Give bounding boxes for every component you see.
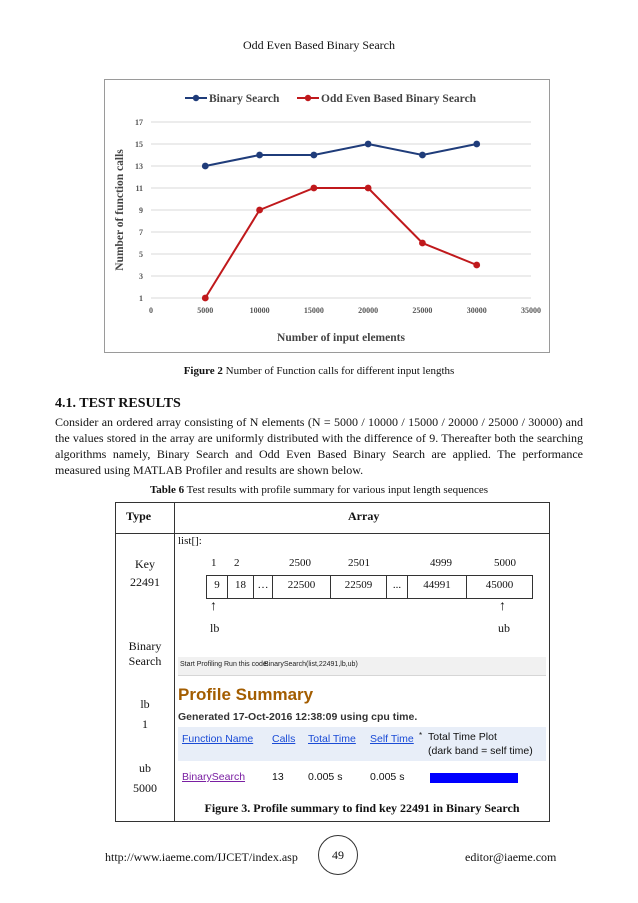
table-6-label: Table 6 xyxy=(149,484,185,496)
profile-table-header xyxy=(178,727,546,761)
array-cell: 18 xyxy=(228,576,254,598)
table-6-caption xyxy=(0,484,638,496)
series-line xyxy=(205,144,476,166)
self-time-value: 0.005 s xyxy=(370,771,405,783)
total-time-value: 0.005 s xyxy=(308,771,343,783)
y-axis-title: Number of function calls xyxy=(114,149,126,271)
profiler-screenshot xyxy=(178,657,546,797)
table-6-text: Test results with profile summary for various input length sequences xyxy=(186,484,489,496)
x-tick-label: 15000 xyxy=(303,306,324,315)
list-label: list[]: xyxy=(178,535,202,547)
y-tick-label: 9 xyxy=(139,206,143,215)
y-tick-label: 5 xyxy=(139,250,143,259)
search-type-line1: Binary xyxy=(128,639,162,653)
chart-legend xyxy=(185,93,477,105)
array-cell: 22509 xyxy=(331,576,387,598)
series-odd-even-binary-search xyxy=(202,185,480,302)
running-head: Odd Even Based Binary Search xyxy=(243,38,395,52)
total-time-plot-note: (dark band = self time) xyxy=(428,745,533,757)
data-point xyxy=(310,152,317,159)
line-chart xyxy=(105,80,549,352)
total-time-plot-header: Total Time Plot xyxy=(428,731,497,743)
ub-arrow-icon: ↑ xyxy=(499,599,506,614)
figure-2-text: Number of Function calls for different input lengths xyxy=(225,365,455,377)
start-profiling-button[interactable]: Start Profiling xyxy=(180,661,223,668)
self-time-header[interactable]: Self Time xyxy=(370,733,414,745)
array-index: 1 xyxy=(211,557,217,569)
x-tick-label: 5000 xyxy=(197,306,214,315)
data-point xyxy=(419,152,426,159)
footer-email[interactable]: editor@iaeme.com xyxy=(465,850,557,864)
legend-marker xyxy=(305,95,311,101)
section-heading: 4.1. TEST RESULTS xyxy=(55,396,181,411)
lb-label: lb xyxy=(140,697,150,711)
y-tick-label: 13 xyxy=(135,162,143,171)
total-time-bar xyxy=(430,773,518,783)
array-cell: 45000 xyxy=(485,579,514,591)
data-point xyxy=(256,152,263,159)
lb-value: 1 xyxy=(142,717,148,731)
generated-timestamp: Generated 17-Oct-2016 12:38:09 using cpu time. xyxy=(178,711,418,723)
ub-marker: ub xyxy=(498,621,510,635)
array-cells xyxy=(206,575,533,599)
data-point xyxy=(256,207,263,214)
array-cell: 44991 xyxy=(408,576,467,598)
search-type-line2: Search xyxy=(128,654,162,668)
table-divider-horizontal xyxy=(116,533,549,534)
x-tick-label: 0 xyxy=(149,306,153,315)
y-tick-label: 3 xyxy=(139,272,143,281)
ub-value: 5000 xyxy=(133,781,157,795)
data-point xyxy=(473,141,480,148)
array-index: 4999 xyxy=(430,557,452,569)
run-code-label: Run this code: xyxy=(224,661,269,668)
legend-label: Binary Search xyxy=(209,93,280,105)
array-index: 2 xyxy=(234,557,240,569)
column-header-type: Type xyxy=(126,509,152,523)
calls-header[interactable]: Calls xyxy=(272,733,296,745)
table-divider-vertical xyxy=(174,503,175,821)
data-point xyxy=(419,240,426,247)
legend-marker xyxy=(193,95,199,101)
array-cell: 22500 xyxy=(273,576,331,598)
x-axis-title: Number of input elements xyxy=(277,332,405,344)
function-link[interactable]: BinarySearch xyxy=(182,771,246,783)
x-tick-label: 25000 xyxy=(412,306,433,315)
lb-arrow-icon: ↑ xyxy=(210,599,217,614)
data-point xyxy=(473,262,480,269)
data-point xyxy=(310,185,317,192)
y-tick-label: 15 xyxy=(135,140,143,149)
figure-3-caption: Figure 3. Profile summary to find key 22491 in Binary Search xyxy=(204,801,520,815)
y-tick-label: 11 xyxy=(135,184,143,193)
data-point xyxy=(365,141,372,148)
key-value: 22491 xyxy=(130,575,160,589)
figure-2-caption xyxy=(0,365,638,377)
y-tick-label: 1 xyxy=(139,294,143,303)
data-point xyxy=(202,295,209,302)
figure-2-label: Figure 2 xyxy=(183,365,223,377)
calls-value: 13 xyxy=(272,771,284,783)
array-cell: 9 xyxy=(207,576,228,598)
profile-summary-title: Profile Summary xyxy=(178,685,314,704)
y-tick-label: 7 xyxy=(139,228,143,237)
array-cell-ellipsis: … xyxy=(254,576,273,598)
self-time-asterisk: * xyxy=(419,731,423,740)
lb-marker: lb xyxy=(210,621,220,635)
section-paragraph: Consider an ordered array consisting of N elements (N = 5000 / 10000 / 15000 / 20000 / 25000 / 30000) and the values stored in the array are uniformly distributed with the difference of 9. Thereafter both the searching algorithms namely, Binary Search and Odd Even Based Binary Search are applied. The performance measured using MATLAB Profiler and results are shown below. xyxy=(55,415,583,477)
x-tick-label: 35000 xyxy=(521,306,541,315)
array-cell-ellipsis: ... xyxy=(387,576,408,598)
array-index: 2500 xyxy=(289,557,311,569)
x-tick-label: 30000 xyxy=(466,306,487,315)
array-index: 5000 xyxy=(494,557,516,569)
profiler-toolbar xyxy=(178,657,546,676)
page-number: 49 xyxy=(318,835,358,875)
data-point xyxy=(365,185,372,192)
data-point xyxy=(202,163,209,170)
footer-url[interactable]: http://www.iaeme.com/IJCET/index.asp xyxy=(105,850,298,864)
x-tick-label: 10000 xyxy=(249,306,270,315)
function-name-header[interactable]: Function Name xyxy=(182,733,254,745)
chart-frame xyxy=(104,79,550,353)
x-tick-label: 20000 xyxy=(358,306,379,315)
key-label: Key xyxy=(135,557,155,571)
results-table xyxy=(115,502,550,822)
run-code-input[interactable]: BinarySearch(list,22491,lb,ub) xyxy=(264,661,358,668)
array-index: 2501 xyxy=(348,557,370,569)
total-time-header[interactable]: Total Time xyxy=(308,733,356,745)
series-binary-search xyxy=(202,141,480,170)
legend-label: Odd Even Based Binary Search xyxy=(321,93,477,105)
y-tick-label: 17 xyxy=(135,118,143,127)
column-header-array: Array xyxy=(348,509,380,523)
ub-label: ub xyxy=(139,761,151,775)
series-line xyxy=(205,188,476,298)
